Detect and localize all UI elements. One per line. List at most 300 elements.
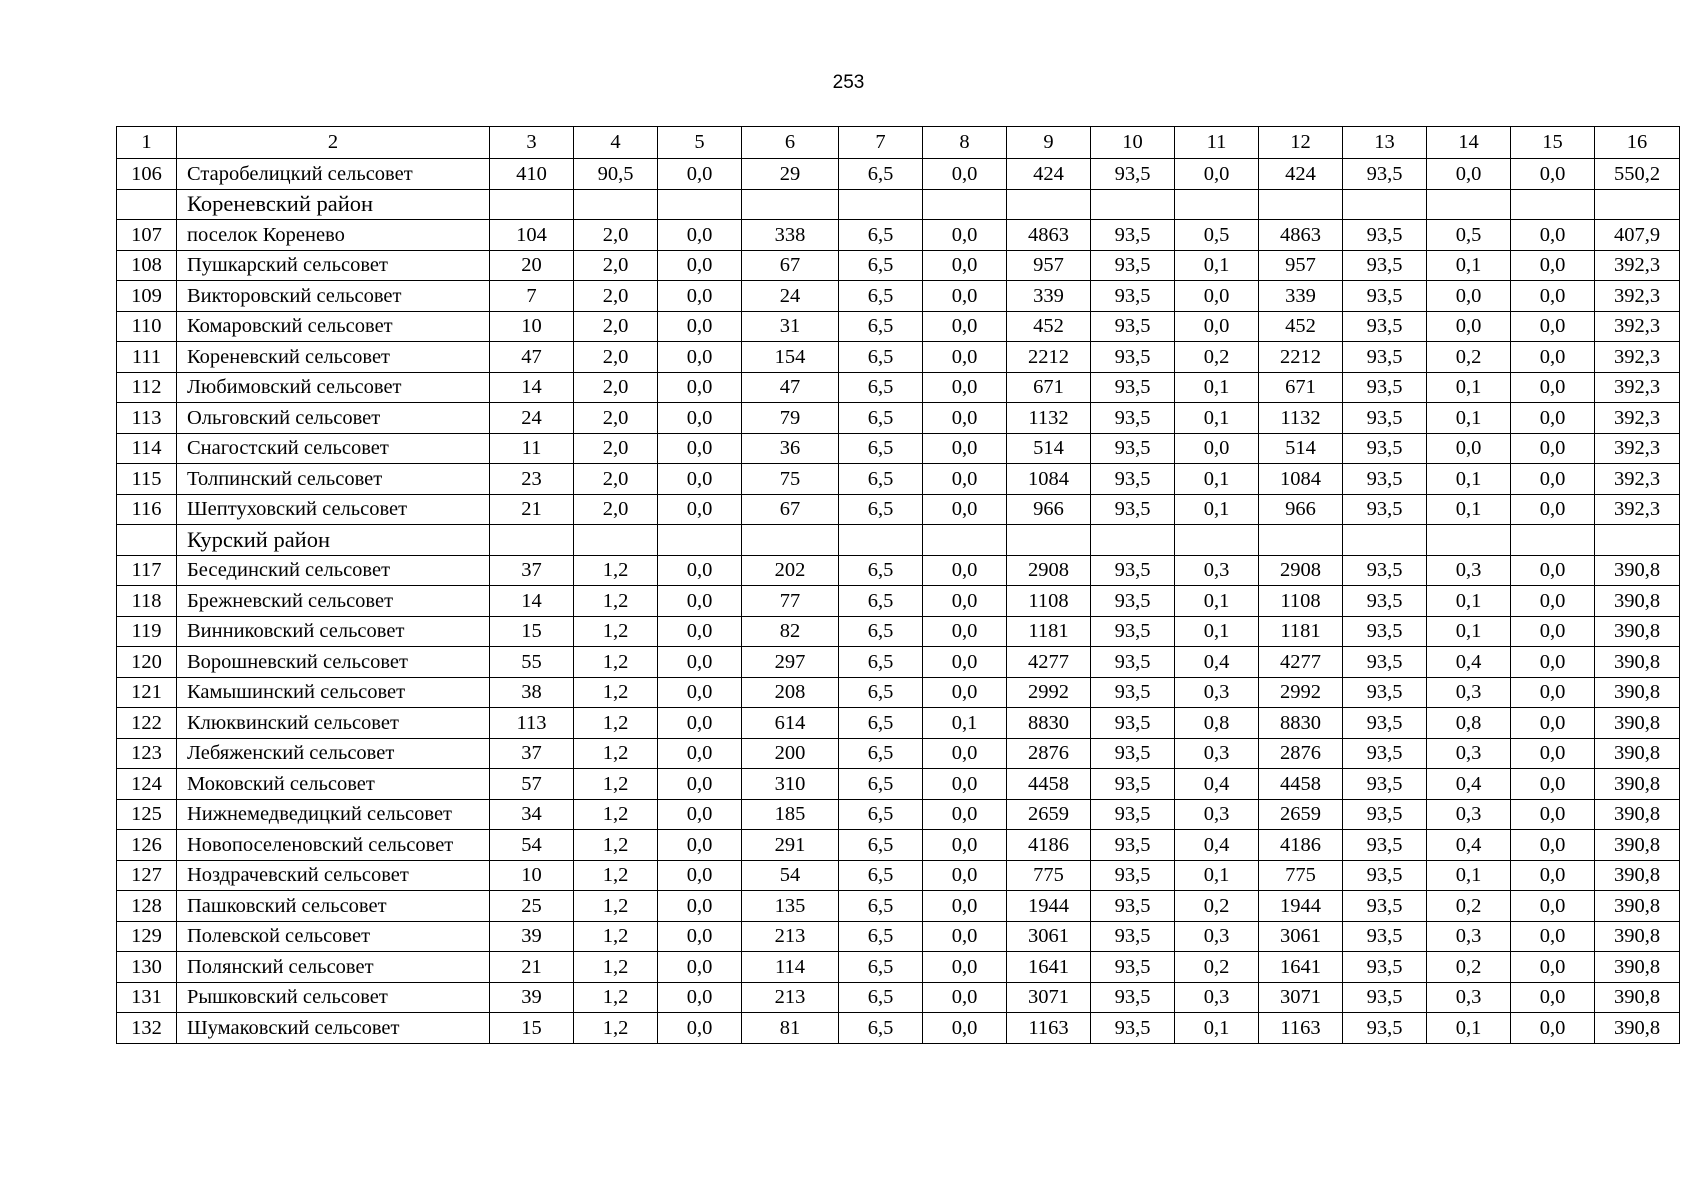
value-cell: 0,0 [658,403,742,434]
value-cell: 34 [490,799,574,830]
value-cell: 1,2 [574,769,658,800]
table-row [117,586,1680,617]
value-cell: 0,1 [1427,372,1511,403]
value-cell: 0,0 [1175,281,1259,312]
value-cell: 3061 [1259,921,1343,952]
value-cell: 0,0 [658,738,742,769]
value-cell: 1,2 [574,555,658,586]
row-number-cell: 126 [117,830,177,861]
value-cell: 390,8 [1595,952,1680,983]
value-cell: 4277 [1259,647,1343,678]
value-cell: 208 [742,677,839,708]
value-cell: 6,5 [839,982,923,1013]
value-cell: 39 [490,982,574,1013]
table-row [117,891,1680,922]
value-cell: 392,3 [1595,464,1680,495]
value-cell: 93,5 [1091,342,1175,373]
district-section-row [117,189,1680,220]
district-title: Курский район [177,525,490,556]
value-cell: 0,0 [923,677,1007,708]
settlement-name-cell: Снагостский сельсовет [177,433,490,464]
empty-cell [490,525,574,556]
table-row [117,647,1680,678]
value-cell: 6,5 [839,494,923,525]
value-cell: 2,0 [574,220,658,251]
value-cell: 2876 [1259,738,1343,769]
value-cell: 339 [1007,281,1091,312]
value-cell: 79 [742,403,839,434]
table-row [117,494,1680,525]
value-cell: 2,0 [574,433,658,464]
value-cell: 7 [490,281,574,312]
value-cell: 390,8 [1595,921,1680,952]
empty-cell [1343,525,1427,556]
value-cell: 0,1 [1175,586,1259,617]
empty-cell [574,525,658,556]
value-cell: 6,5 [839,799,923,830]
value-cell: 1108 [1259,586,1343,617]
value-cell: 20 [490,250,574,281]
empty-cell [839,189,923,220]
table-row [117,403,1680,434]
value-cell: 0,0 [923,891,1007,922]
value-cell: 93,5 [1343,891,1427,922]
value-cell: 93,5 [1091,494,1175,525]
value-cell: 8830 [1007,708,1091,739]
value-cell: 0,1 [923,708,1007,739]
settlement-name-cell: Моковский сельсовет [177,769,490,800]
value-cell: 0,0 [923,952,1007,983]
value-cell: 0,0 [1511,586,1595,617]
row-number-cell: 123 [117,738,177,769]
value-cell: 0,8 [1175,708,1259,739]
value-cell: 93,5 [1343,1013,1427,1044]
empty-cell [742,189,839,220]
empty-cell [117,525,177,556]
value-cell: 93,5 [1343,769,1427,800]
row-number-cell: 117 [117,555,177,586]
value-cell: 1641 [1007,952,1091,983]
value-cell: 1,2 [574,738,658,769]
value-cell: 0,0 [1511,799,1595,830]
row-number-cell: 120 [117,647,177,678]
value-cell: 2659 [1259,799,1343,830]
column-number-header: 3 [490,127,574,159]
value-cell: 1181 [1007,616,1091,647]
value-cell: 54 [742,860,839,891]
value-cell: 0,0 [658,952,742,983]
value-cell: 0,0 [923,250,1007,281]
row-number-cell: 111 [117,342,177,373]
value-cell: 6,5 [839,159,923,190]
value-cell: 4458 [1259,769,1343,800]
table-row [117,769,1680,800]
table-row [117,708,1680,739]
column-number-header: 1 [117,127,177,159]
empty-cell [1091,189,1175,220]
value-cell: 8830 [1259,708,1343,739]
value-cell: 0,0 [923,159,1007,190]
value-cell: 6,5 [839,921,923,952]
value-cell: 0,3 [1427,799,1511,830]
value-cell: 966 [1259,494,1343,525]
row-number-cell: 112 [117,372,177,403]
value-cell: 0,0 [658,647,742,678]
value-cell: 55 [490,647,574,678]
value-cell: 0,0 [1427,159,1511,190]
value-cell: 1163 [1259,1013,1343,1044]
value-cell: 15 [490,1013,574,1044]
value-cell: 424 [1007,159,1091,190]
row-number-cell: 114 [117,433,177,464]
value-cell: 0,2 [1427,891,1511,922]
value-cell: 4863 [1259,220,1343,251]
value-cell: 0,3 [1175,799,1259,830]
value-cell: 297 [742,647,839,678]
value-cell: 93,5 [1091,220,1175,251]
value-cell: 6,5 [839,769,923,800]
value-cell: 93,5 [1091,738,1175,769]
empty-cell [1007,189,1091,220]
row-number-cell: 128 [117,891,177,922]
value-cell: 6,5 [839,708,923,739]
value-cell: 0,1 [1175,372,1259,403]
value-cell: 6,5 [839,311,923,342]
row-number-cell: 108 [117,250,177,281]
value-cell: 0,0 [658,830,742,861]
row-number-cell: 107 [117,220,177,251]
value-cell: 0,0 [923,1013,1007,1044]
row-number-cell: 116 [117,494,177,525]
value-cell: 2908 [1007,555,1091,586]
value-cell: 390,8 [1595,616,1680,647]
value-cell: 390,8 [1595,708,1680,739]
table-row [117,250,1680,281]
value-cell: 0,0 [658,799,742,830]
value-cell: 0,4 [1175,647,1259,678]
value-cell: 424 [1259,159,1343,190]
value-cell: 93,5 [1091,1013,1175,1044]
value-cell: 2,0 [574,342,658,373]
value-cell: 0,2 [1427,952,1511,983]
value-cell: 514 [1007,433,1091,464]
value-cell: 6,5 [839,616,923,647]
value-cell: 0,0 [1511,464,1595,495]
value-cell: 0,0 [658,220,742,251]
row-number-cell: 121 [117,677,177,708]
row-number-cell: 106 [117,159,177,190]
value-cell: 93,5 [1091,281,1175,312]
value-cell: 6,5 [839,220,923,251]
row-number-cell: 115 [117,464,177,495]
settlement-name-cell: Комаровский сельсовет [177,311,490,342]
value-cell: 0,0 [658,708,742,739]
row-number-cell: 109 [117,281,177,312]
settlement-name-cell: Нижнемедведицкий сельсовет [177,799,490,830]
district-title: Кореневский район [177,189,490,220]
value-cell: 36 [742,433,839,464]
value-cell: 67 [742,494,839,525]
value-cell: 0,5 [1175,220,1259,251]
value-cell: 1,2 [574,647,658,678]
page-number: 253 [832,72,865,93]
value-cell: 0,0 [1511,1013,1595,1044]
value-cell: 390,8 [1595,982,1680,1013]
value-cell: 25 [490,891,574,922]
value-cell: 0,1 [1427,403,1511,434]
settlement-name-cell: Старобелицкий сельсовет [177,159,490,190]
value-cell: 81 [742,1013,839,1044]
value-cell: 0,0 [923,921,1007,952]
table-row [117,921,1680,952]
value-cell: 93,5 [1091,982,1175,1013]
value-cell: 0,2 [1175,952,1259,983]
value-cell: 31 [742,311,839,342]
value-cell: 93,5 [1091,708,1175,739]
value-cell: 392,3 [1595,250,1680,281]
value-cell: 3071 [1259,982,1343,1013]
value-cell: 0,0 [923,311,1007,342]
empty-cell [923,525,1007,556]
value-cell: 93,5 [1091,769,1175,800]
value-cell: 113 [490,708,574,739]
value-cell: 0,0 [1511,769,1595,800]
value-cell: 0,0 [923,982,1007,1013]
value-cell: 0,0 [923,799,1007,830]
value-cell: 93,5 [1091,464,1175,495]
value-cell: 390,8 [1595,830,1680,861]
value-cell: 21 [490,952,574,983]
value-cell: 90,5 [574,159,658,190]
value-cell: 0,3 [1427,921,1511,952]
value-cell: 550,2 [1595,159,1680,190]
value-cell: 38 [490,677,574,708]
value-cell: 390,8 [1595,738,1680,769]
value-cell: 0,1 [1175,250,1259,281]
value-cell: 0,0 [658,769,742,800]
column-number-header: 10 [1091,127,1175,159]
value-cell: 0,0 [923,281,1007,312]
value-cell: 93,5 [1343,311,1427,342]
column-number-header: 8 [923,127,1007,159]
value-cell: 0,0 [658,250,742,281]
value-cell: 2876 [1007,738,1091,769]
empty-cell [1175,189,1259,220]
value-cell: 1181 [1259,616,1343,647]
value-cell: 1,2 [574,860,658,891]
settlement-name-cell: Ворошневский сельсовет [177,647,490,678]
value-cell: 6,5 [839,891,923,922]
value-cell: 0,0 [1511,921,1595,952]
value-cell: 0,1 [1175,616,1259,647]
data-table [116,126,1680,1044]
value-cell: 0,0 [658,1013,742,1044]
value-cell: 407,9 [1595,220,1680,251]
column-number-header: 5 [658,127,742,159]
value-cell: 0,0 [923,464,1007,495]
value-cell: 202 [742,555,839,586]
empty-cell [1511,525,1595,556]
value-cell: 2,0 [574,311,658,342]
empty-cell [1427,525,1511,556]
value-cell: 0,0 [1511,342,1595,373]
settlement-name-cell: Лебяженский сельсовет [177,738,490,769]
value-cell: 82 [742,616,839,647]
value-cell: 2659 [1007,799,1091,830]
value-cell: 0,3 [1175,982,1259,1013]
column-number-header: 13 [1343,127,1427,159]
empty-cell [1343,189,1427,220]
table-row [117,616,1680,647]
value-cell: 0,0 [1511,616,1595,647]
column-number-header: 15 [1511,127,1595,159]
value-cell: 39 [490,921,574,952]
value-cell: 93,5 [1091,952,1175,983]
value-cell: 0,0 [923,616,1007,647]
value-cell: 0,0 [923,433,1007,464]
row-number-cell: 122 [117,708,177,739]
value-cell: 37 [490,738,574,769]
table-row [117,433,1680,464]
row-number-cell: 127 [117,860,177,891]
value-cell: 0,3 [1427,738,1511,769]
value-cell: 6,5 [839,738,923,769]
value-cell: 2,0 [574,464,658,495]
value-cell: 0,0 [1511,982,1595,1013]
settlement-name-cell: Камышинский сельсовет [177,677,490,708]
value-cell: 93,5 [1343,586,1427,617]
value-cell: 0,0 [658,372,742,403]
value-cell: 6,5 [839,464,923,495]
value-cell: 10 [490,311,574,342]
value-cell: 390,8 [1595,1013,1680,1044]
table-row [117,799,1680,830]
settlement-name-cell: Рышковский сельсовет [177,982,490,1013]
empty-cell [117,189,177,220]
value-cell: 0,0 [658,494,742,525]
value-cell: 390,8 [1595,647,1680,678]
value-cell: 135 [742,891,839,922]
value-cell: 1132 [1259,403,1343,434]
value-cell: 23 [490,464,574,495]
value-cell: 0,3 [1175,738,1259,769]
value-cell: 0,0 [1511,860,1595,891]
value-cell: 514 [1259,433,1343,464]
value-cell: 390,8 [1595,555,1680,586]
value-cell: 213 [742,921,839,952]
value-cell: 1132 [1007,403,1091,434]
value-cell: 93,5 [1091,799,1175,830]
settlement-name-cell: Бесединский сельсовет [177,555,490,586]
value-cell: 2212 [1007,342,1091,373]
empty-cell [658,189,742,220]
table-row [117,159,1680,190]
value-cell: 104 [490,220,574,251]
value-cell: 0,0 [1511,952,1595,983]
value-cell: 775 [1007,860,1091,891]
value-cell: 93,5 [1091,647,1175,678]
value-cell: 392,3 [1595,342,1680,373]
value-cell: 4863 [1007,220,1091,251]
value-cell: 93,5 [1091,433,1175,464]
table-body [117,127,1680,1044]
value-cell: 339 [1259,281,1343,312]
table-row [117,281,1680,312]
value-cell: 4277 [1007,647,1091,678]
value-cell: 2,0 [574,403,658,434]
settlement-name-cell: Брежневский сельсовет [177,586,490,617]
value-cell: 2908 [1259,555,1343,586]
value-cell: 0,4 [1427,769,1511,800]
value-cell: 291 [742,830,839,861]
table-row [117,372,1680,403]
value-cell: 1,2 [574,982,658,1013]
value-cell: 390,8 [1595,677,1680,708]
value-cell: 93,5 [1343,708,1427,739]
value-cell: 966 [1007,494,1091,525]
value-cell: 93,5 [1343,647,1427,678]
value-cell: 452 [1007,311,1091,342]
value-cell: 93,5 [1091,311,1175,342]
value-cell: 0,0 [1511,708,1595,739]
value-cell: 614 [742,708,839,739]
value-cell: 29 [742,159,839,190]
value-cell: 0,1 [1175,464,1259,495]
value-cell: 0,1 [1427,464,1511,495]
value-cell: 0,5 [1427,220,1511,251]
table-header-row [117,127,1680,159]
value-cell: 0,2 [1175,342,1259,373]
value-cell: 2992 [1007,677,1091,708]
value-cell: 0,0 [923,494,1007,525]
value-cell: 0,0 [658,860,742,891]
value-cell: 3061 [1007,921,1091,952]
value-cell: 93,5 [1091,403,1175,434]
value-cell: 0,3 [1175,555,1259,586]
empty-cell [490,189,574,220]
value-cell: 390,8 [1595,769,1680,800]
value-cell: 0,0 [923,647,1007,678]
value-cell: 93,5 [1091,555,1175,586]
value-cell: 0,4 [1175,769,1259,800]
value-cell: 392,3 [1595,494,1680,525]
row-number-cell: 130 [117,952,177,983]
empty-cell [1427,189,1511,220]
value-cell: 15 [490,616,574,647]
value-cell: 93,5 [1343,921,1427,952]
empty-cell [923,189,1007,220]
settlement-name-cell: Пашковский сельсовет [177,891,490,922]
value-cell: 0,0 [1511,738,1595,769]
value-cell: 392,3 [1595,433,1680,464]
value-cell: 0,0 [1175,159,1259,190]
value-cell: 392,3 [1595,403,1680,434]
empty-cell [742,525,839,556]
empty-cell [1091,525,1175,556]
value-cell: 93,5 [1091,891,1175,922]
value-cell: 957 [1259,250,1343,281]
value-cell: 0,0 [658,982,742,1013]
value-cell: 93,5 [1091,616,1175,647]
value-cell: 0,0 [923,372,1007,403]
settlement-name-cell: Пушкарский сельсовет [177,250,490,281]
empty-cell [839,525,923,556]
value-cell: 0,0 [1511,830,1595,861]
value-cell: 21 [490,494,574,525]
empty-cell [1007,525,1091,556]
value-cell: 0,0 [923,555,1007,586]
table-row [117,311,1680,342]
